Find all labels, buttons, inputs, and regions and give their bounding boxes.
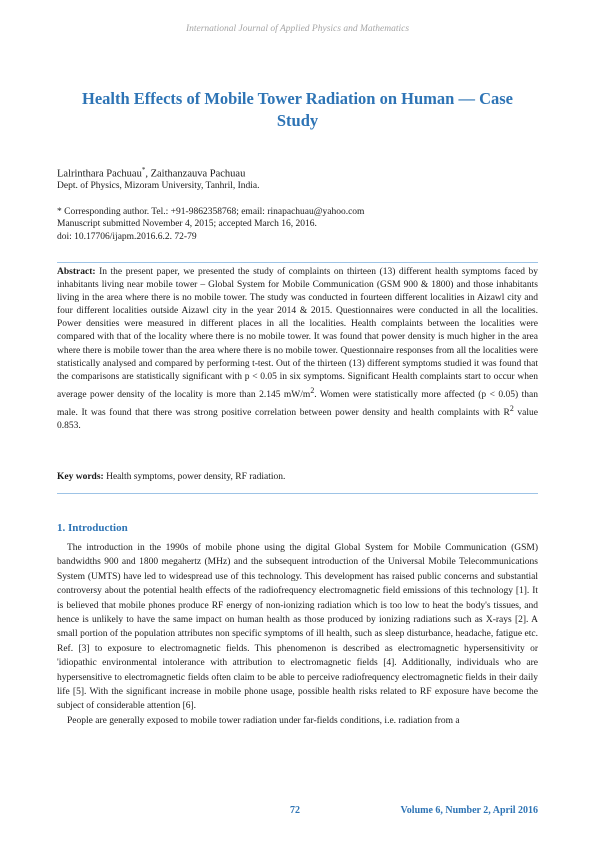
keywords-text: Health symptoms, power density, RF radiation.	[103, 472, 286, 482]
abstract-text: value 0.853.	[57, 408, 538, 432]
introduction-body	[57, 541, 538, 728]
paragraph: The introduction in the 1990s of mobile phone using the digital Global System for Mobile Communication (GSM) bandwidths 900 and 1800 megahertz (MHz) and the subsequent introduction of the Universal Mobile Telecommunications System (UMTS) have led to widespread use of this technology. This development has raised public concerns and substantial controversy about the potential health effects of the radiofrequency electromagnetic field emissions of this technology [1]. It is believed that mobile phones produce RF energy of non-ionizing radiation which is too low to heat the body's tissues, and hence is unlikely to have the same impact on human health as those produced by ionizing radiations such as X-rays [2]. A small portion of the population attributes non specific symptoms of ill health, such as sleep disturbance, headache, fatigue etc. Ref. [3] to exposure to electromagnetic fields. This phenomenon is described as electromagnetic hypersensitivity or 'idiopathic environmental intolerance with attribution to electromagnetic fields [4]. Additionally, individuals who are hypersensitive to electromagnetic fields often claim to be able to perceive radiofrequency electromagnetic fields in their daily life [5]. With the significant increase in mobile phone usage, possible health risks related to RF exposure have become the subject of considerable attention [6].	[57, 543, 538, 712]
section-heading-introduction: 1. Introduction	[57, 522, 128, 534]
corresponding-author-note: * Corresponding author. Tel.: +91-9862358768; email: rinapachuau@yahoo.com	[57, 207, 365, 217]
divider-top	[57, 262, 538, 263]
divider-bottom	[57, 493, 538, 494]
article-meta	[57, 206, 364, 243]
abstract-text: In the present paper, we presented the study of complaints on thirteen (13) different health symptoms faced by inhabitants living near mobile tower – Global System for Mobile Communication (GSM 900 & 1800) and those inhabitants living in the area where there is no mobile tower. The study was conducted in fourteen different localities in Aizawl city and four different localities outside Aizawl city in the year 2014 & 2015. Questionnaires were conducted in all the localities. Power densities were measured in different places in all the localities. Health complaints between the localities were compared with that of the locality where there is no mobile tower. It was found that power density is much higher in the area where there is mobile tower than the area where there is no mobile tower. Questionnaire responses from all the localities were statistically analysed and compared by performing t-test. Out of the thirteen (13) different symptoms studied it was found that the comparisons are statistically significant with p < 0.05 in six symptoms. Significant Health complaints start to occur when average power density of the locality is more than 2.145 mW/m	[57, 267, 538, 400]
running-head: International Journal of Applied Physics and Mathematics	[185, 24, 410, 34]
affiliation: Dept. of Physics, Mizoram University, Tanhril, India.	[57, 181, 260, 191]
abstract-text: . Women were statistically more affected (p < 0.05) than male. It was found that there was strong positive correlation between power density and health complaints with R	[57, 390, 538, 419]
abstract-label: Abstract:	[57, 267, 96, 277]
keywords-label: Key words:	[57, 472, 104, 482]
unit-superscript: 2	[310, 385, 315, 395]
author-name: Zaithanzauva Pachuau	[150, 168, 246, 180]
r-squared-superscript: 2	[509, 404, 514, 414]
paragraph: People are generally exposed to mobile tower radiation under far-fields conditions, i.e. radiation from a	[67, 715, 460, 726]
keywords	[57, 472, 538, 482]
abstract	[57, 266, 538, 433]
corresponding-marker: *	[141, 166, 146, 174]
paper-title: Health Effects of Mobile Tower Radiation on Human — Case Study	[82, 89, 513, 130]
manuscript-dates: Manuscript submitted November 4, 2015; accepted March 16, 2016.	[57, 219, 317, 230]
page-number: 72	[290, 805, 300, 816]
author-name: Lalrinthara Pachuau	[57, 168, 142, 180]
author-separator: ,	[145, 168, 151, 180]
author-list	[57, 166, 245, 180]
doi: doi: 10.17706/ijapm.2016.6.2. 72-79	[57, 231, 197, 242]
journal-issue: Volume 6, Number 2, April 2016	[400, 805, 538, 816]
